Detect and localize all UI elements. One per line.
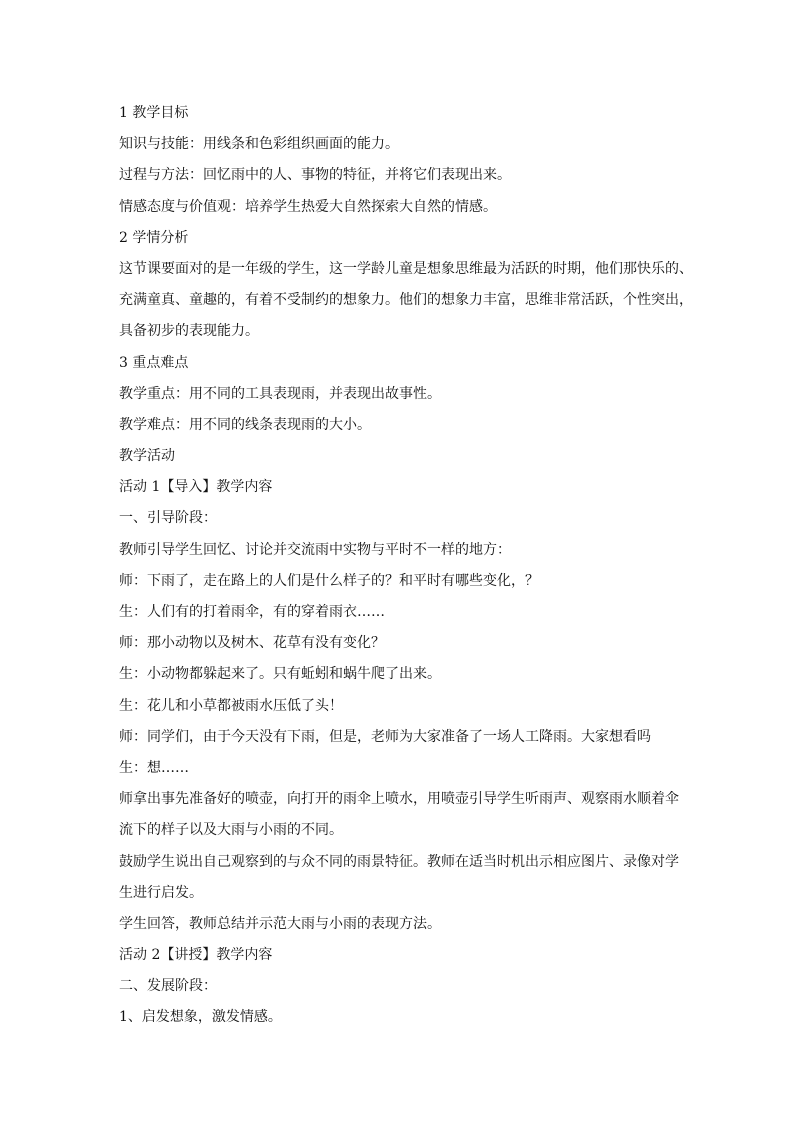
section-heading-key-points: 3 重点难点 <box>119 354 189 371</box>
paragraph-line: 鼓励学生说出自己观察到的与众不同的雨景特征。教师在适当时机出示相应图片、录像对学 <box>119 853 679 870</box>
paragraph-line: 教师引导学生回忆、讨论并交流雨中实物与平时不一样的地方： <box>119 541 511 558</box>
paragraph-line: 过程与方法：回忆雨中的人、事物的特征，并将它们表现出来。 <box>119 167 511 184</box>
paragraph-line: 1、启发想象，激发情感。 <box>119 1009 282 1026</box>
paragraph-line: 教学重点：用不同的工具表现雨，并表现出故事性。 <box>119 385 441 402</box>
dialogue-line: 师：那小动物以及树木、花草有没有变化？ <box>119 635 385 652</box>
dialogue-line: 生：花儿和小草都被雨水压低了头！ <box>119 697 343 714</box>
paragraph-line: 流下的样子以及大雨与小雨的不同。 <box>119 822 343 839</box>
paragraph-line: 知识与技能：用线条和色彩组织画面的能力。 <box>119 136 399 153</box>
dialogue-line: 师：同学们，由于今天没有下雨，但是，老师为大家准备了一场人工降雨。大家想看吗 <box>119 728 651 745</box>
paragraph-line: 二、发展阶段： <box>119 978 217 995</box>
paragraph-line: 充满童真、童趣的，有着不受制约的想象力。他们的想象力丰富，思维非常活跃，个性突出， <box>119 292 693 309</box>
paragraph-line: 这节课要面对的是一年级的学生，这一学龄儿童是想象思维最为活跃的时期，他们那快乐的、 <box>119 260 693 277</box>
paragraph-line: 师拿出事先准备好的喷壶，向打开的雨伞上喷水，用喷壶引导学生听雨声、观察雨水顺着伞 <box>119 791 679 808</box>
paragraph-line: 情感态度与价值观：培养学生热爱大自然探索大自然的情感。 <box>119 198 497 215</box>
section-heading-activities: 教学活动 <box>119 448 175 465</box>
section-heading-analysis: 2 学情分析 <box>119 229 189 246</box>
paragraph-line: 具备初步的表现能力。 <box>119 323 259 340</box>
dialogue-line: 师：下雨了，走在路上的人们是什么样子的？和平时有哪些变化，？ <box>119 572 539 589</box>
paragraph-line: 教学难点：用不同的线条表现雨的大小。 <box>119 416 371 433</box>
paragraph-line: 学生回答，教师总结并示范大雨与小雨的表现方法。 <box>119 915 441 932</box>
paragraph-line: 生进行启发。 <box>119 884 203 901</box>
activity-heading: 活动 1【导入】教学内容 <box>119 479 273 496</box>
dialogue-line: 生：小动物都躲起来了。只有蚯蚓和蜗牛爬了出来。 <box>119 666 441 683</box>
section-heading-objectives: 1 教学目标 <box>119 105 189 121</box>
document-page <box>119 98 693 1034</box>
paragraph-line: 一、引导阶段： <box>119 510 217 527</box>
dialogue-line: 生：人们有的打着雨伞，有的穿着雨衣…… <box>119 604 385 620</box>
activity-heading: 活动 2【讲授】教学内容 <box>119 947 273 964</box>
dialogue-line: 生：想…… <box>119 759 189 776</box>
